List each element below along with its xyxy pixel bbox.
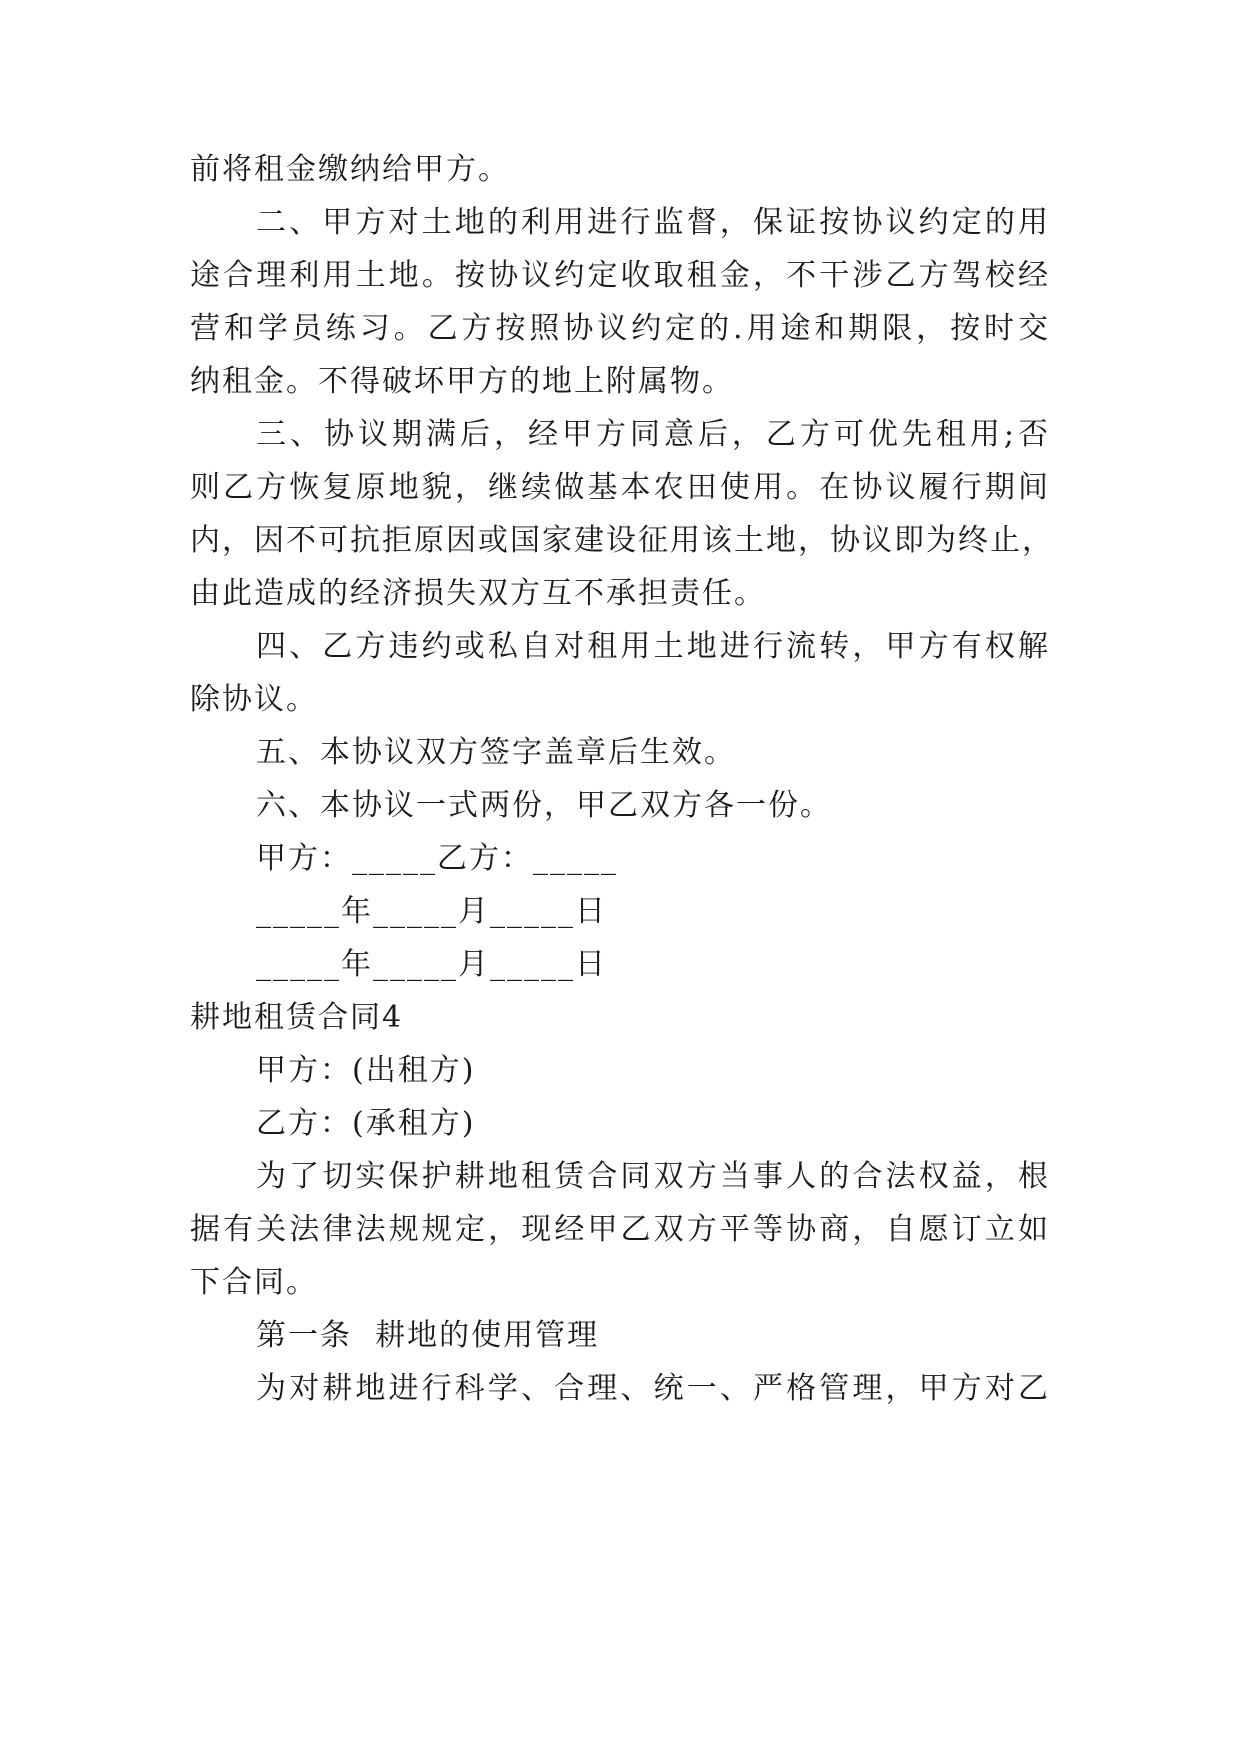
text-line: 纳租金。不得破坏甲方的地上附属物。	[190, 364, 734, 399]
text-line: 除协议。	[190, 682, 318, 717]
clause-three-start: 三、协议期满后，经甲方同意后，乙方可优先租用;否	[256, 417, 1050, 452]
text-line: 前将租金缴纳给甲方。	[190, 152, 510, 187]
contract-heading: 耕地租赁合同4	[190, 1000, 404, 1035]
article-one-text: 为对耕地进行科学、合理、统一、严格管理，甲方对乙	[256, 1371, 1050, 1406]
text-line: 则乙方恢复原地貌，继续做基本农田使用。在协议履行期间	[190, 470, 1050, 505]
text-line: 由此造成的经济损失双方互不承担责任。	[190, 576, 766, 611]
text-line: 下合同。	[190, 1265, 318, 1300]
text-line: 内，因不可抗拒原因或国家建设征用该土地，协议即为终止，	[190, 523, 1054, 558]
signature-date: _____年_____月_____日	[256, 947, 607, 982]
clause-five: 五、本协议双方签字盖章后生效。	[256, 735, 736, 770]
party-a-line: 甲方：(出租方)	[256, 1053, 476, 1088]
article-one-heading: 第一条 耕地的使用管理	[256, 1318, 600, 1353]
party-b-line: 乙方：(承租方)	[256, 1106, 476, 1141]
clause-four-start: 四、乙方违约或私自对租用土地进行流转，甲方有权解	[256, 629, 1050, 664]
preamble-start: 为了切实保护耕地租赁合同双方当事人的合法权益，根	[256, 1159, 1050, 1194]
text-line: 据有关法律法规规定，现经甲乙双方平等协商，自愿订立如	[190, 1212, 1050, 1247]
signature-date: _____年_____月_____日	[256, 894, 607, 929]
text-line: 途合理利用土地。按协议约定收取租金，不干涉乙方驾校经	[190, 258, 1050, 293]
clause-six: 六、本协议一式两份，甲乙双方各一份。	[256, 788, 832, 823]
signature-parties: 甲方：_____乙方：_____	[256, 841, 618, 876]
text-line: 营和学员练习。乙方按照协议约定的.用途和期限，按时交	[190, 311, 1050, 346]
clause-two-start: 二、甲方对土地的利用进行监督，保证按协议约定的用	[256, 205, 1050, 240]
